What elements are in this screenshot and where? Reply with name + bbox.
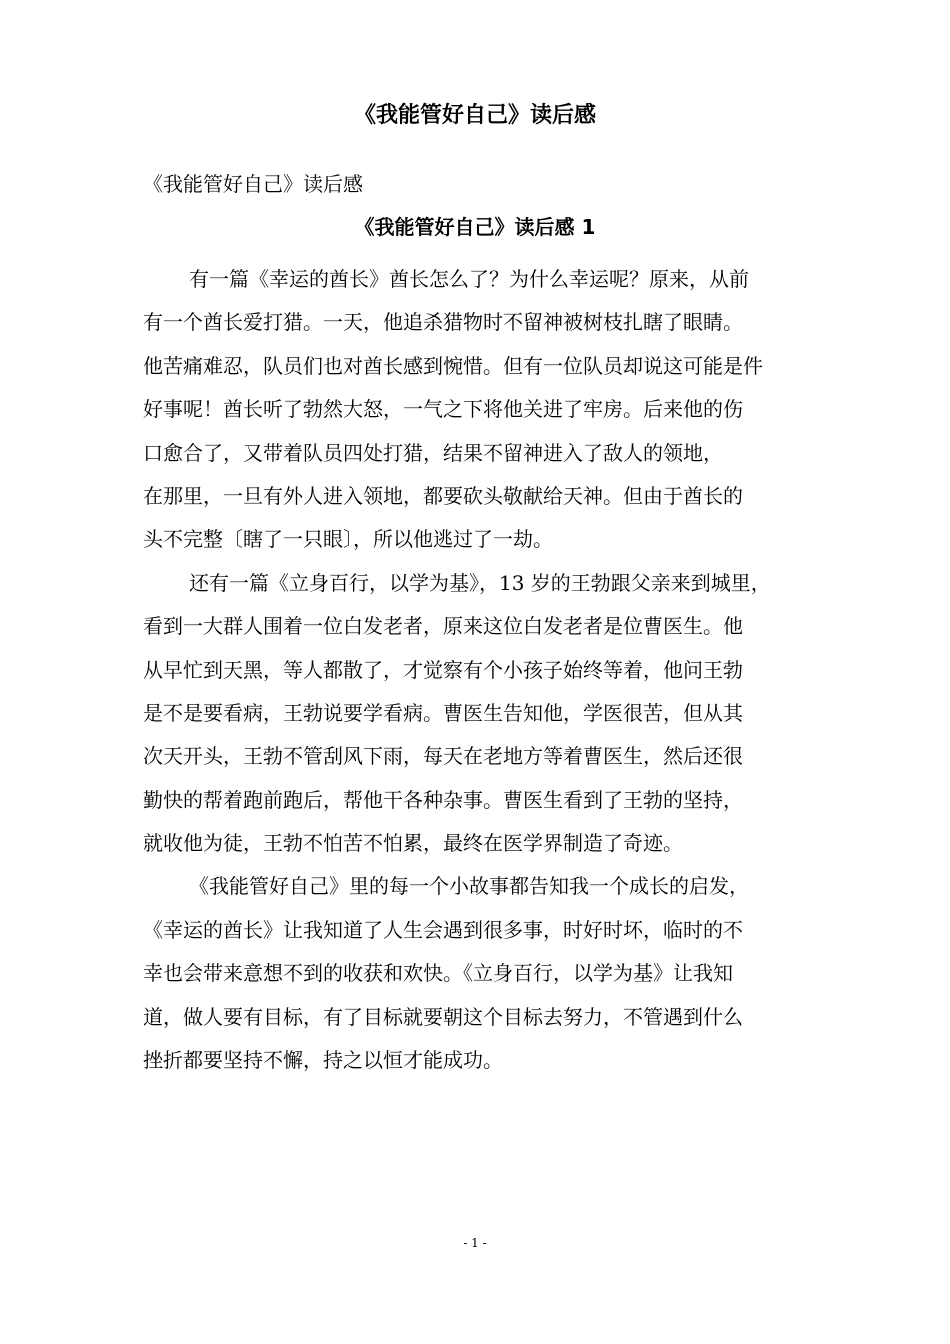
text-line: 有一篇《幸运的酋长》酋长怎么了？为什么幸运呢？原来，从前: [189, 267, 749, 291]
text-line: 挫折都要坚持不懈，持之以恒才能成功。: [143, 1048, 503, 1073]
section-heading: 《我能管好自己》读后感 1: [354, 215, 596, 239]
text-line: 在那里，一旦有外人进入领地，都要砍头敬献给天神。但由于酋长的: [143, 483, 743, 508]
text-line: 就收他为徒，王勃不怕苦不怕累，最终在医学界制造了奇迹。: [143, 831, 683, 856]
text-line: 幸也会带来意想不到的收获和欢快。《立身百行，以学为基》让我知: [143, 961, 733, 986]
text-line: 有一个酋长爱打猎。一天，他追杀猎物时不留神被树枝扎瞎了眼睛。: [143, 310, 743, 335]
text-line: 他苦痛难忍，队员们也对酋长感到惋惜。但有一位队员却说这可能是件: [143, 353, 763, 378]
text-line: 是不是要看病，王勃说要学看病。曹医生告知他，学医很苦，但从其: [143, 700, 743, 725]
page-number: - 1 -: [463, 1236, 487, 1250]
text-line: 还有一篇《立身百行，以学为基》，13 岁的王勃跟父亲来到城里，: [189, 570, 771, 595]
text-line: 从早忙到天黑，等人都散了，才觉察有个小孩子始终等着，他问王勃: [143, 657, 743, 682]
text-line: 好事呢！酋长听了勃然大怒，一气之下将他关进了牢房。后来他的伤: [143, 397, 743, 422]
text-line: 头不完整〔瞎了一只眼〕，所以他逃过了一劫。: [143, 527, 553, 552]
text-line: 看到一大群人围着一位白发老者，原来这位白发老者是位曹医生。他: [143, 614, 743, 639]
paragraph-3: [143, 865, 823, 1082]
paragraph-1: [143, 258, 823, 562]
text-line: 次天开头，王勃不管刮风下雨，每天在老地方等着曹医生，然后还很: [143, 744, 743, 769]
text-line: 勤快的帮着跑前跑后，帮他干各种杂事。曹医生看到了王勃的坚持，: [143, 787, 743, 812]
text-line: 口愈合了，又带着队员四处打猎，结果不留神进入了敌人的领地，: [143, 440, 723, 465]
document-title: 《我能管好自己》读后感: [353, 103, 596, 128]
text-line: 《幸运的酋长》让我知道了人生会遇到很多事，时好时坏，临时的不: [143, 917, 743, 942]
article-body: [143, 258, 823, 1082]
text-line: 道，做人要有目标，有了目标就要朝这个目标去努力，不管遇到什么: [143, 1004, 743, 1029]
text-line: 《我能管好自己》里的每一个小故事都告知我一个成长的启发，: [189, 874, 749, 899]
document-subtitle: 《我能管好自己》读后感: [143, 172, 363, 196]
paragraph-2: [143, 562, 823, 866]
